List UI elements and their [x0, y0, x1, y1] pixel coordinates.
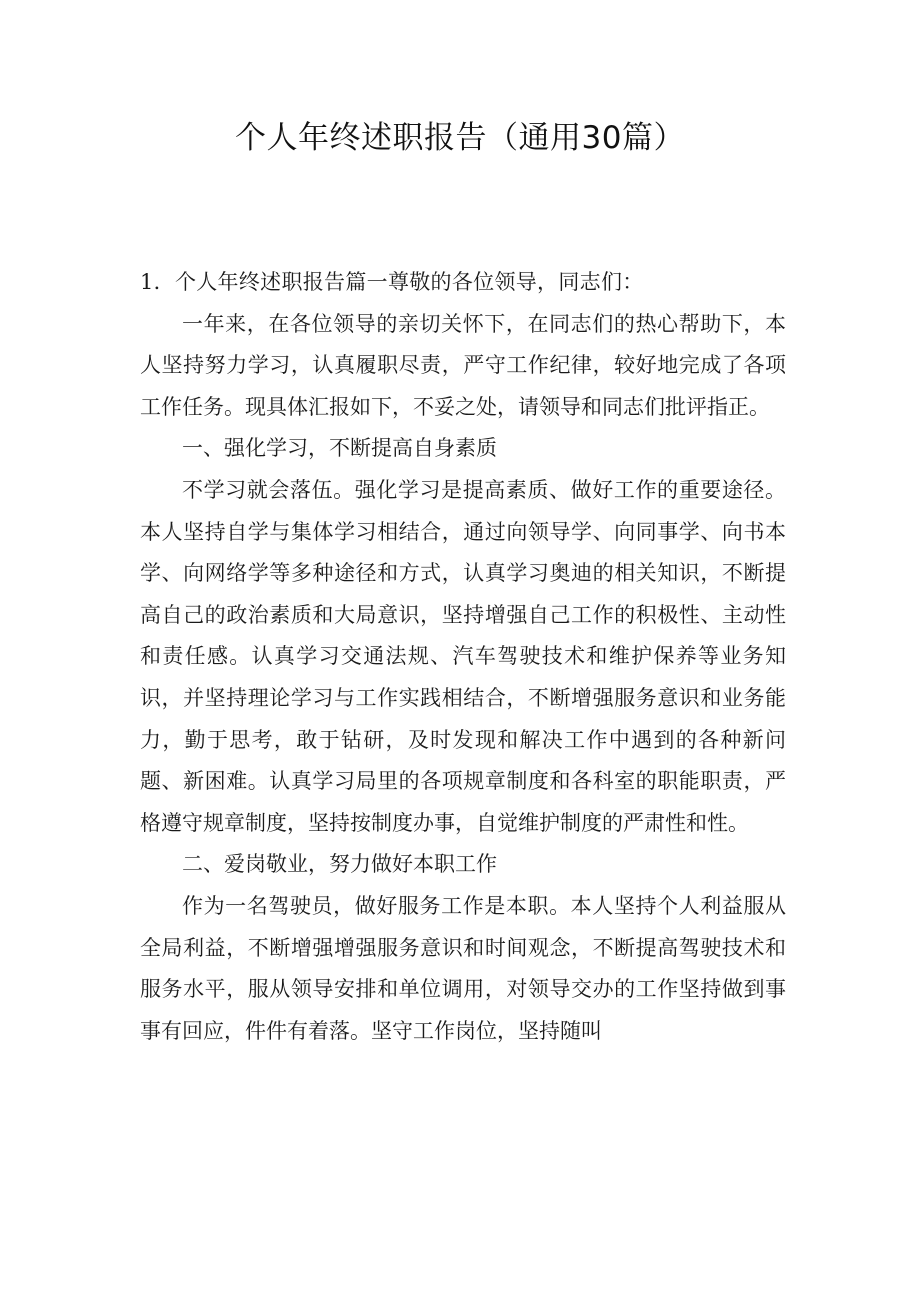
section-heading-1: 一、强化学习，不断提高自身素质 — [182, 436, 497, 461]
opening-line: 1．个人年终述职报告篇一尊敬的各位领导，同志们： — [140, 270, 644, 294]
document-body — [140, 262, 786, 1052]
document-title: 个人年终述职报告（通用30篇） — [235, 120, 685, 156]
section-heading-2: 二、爱岗敬业，努力做好本职工作 — [182, 852, 497, 877]
paragraph-intro: 一年来，在各位领导的亲切关怀下，在同志们的热心帮助下，本人坚持努力学习，认真履职尽责，严守工作纪律，较好地完成了各项工作任务。现具体汇报如下，不妥之处，请领导和同志们批评指正。 — [140, 311, 786, 419]
paragraph-section-1: 不学习就会落伍。强化学习是提高素质、做好工作的重要途径。本人坚持自学与集体学习相结合，通过向领导学、向同事学、向书本学、向网络学等多种途径和方式，认真学习奥迪的相关知识，不断提高自己的政治素质和大局意识，坚持增强自己工作的积极性、主动性和责任感。认真学习交通法规、汽车驾驶技术和维护保养等业务知识，并坚持理论学习与工作实践相结合，不断增强服务意识和业务能力，勤于思考，敢于钻研，及时发现和解决工作中遇到的各种新问题、新困难。认真学习局里的各项规章制度和各科室的职能职责，严格遵守规章制度，坚持按制度办事，自觉维护制度的严肃性和性。 — [140, 477, 786, 835]
paragraph-section-2: 作为一名驾驶员，做好服务工作是本职。本人坚持个人利益服从全局利益，不断增强增强服务意识和时间观念，不断提高驾驶技术和服务水平，服从领导安排和单位调用，对领导交办的工作坚持做到事事有回应，件件有着落。坚守工作岗位，坚持随叫 — [140, 893, 786, 1043]
